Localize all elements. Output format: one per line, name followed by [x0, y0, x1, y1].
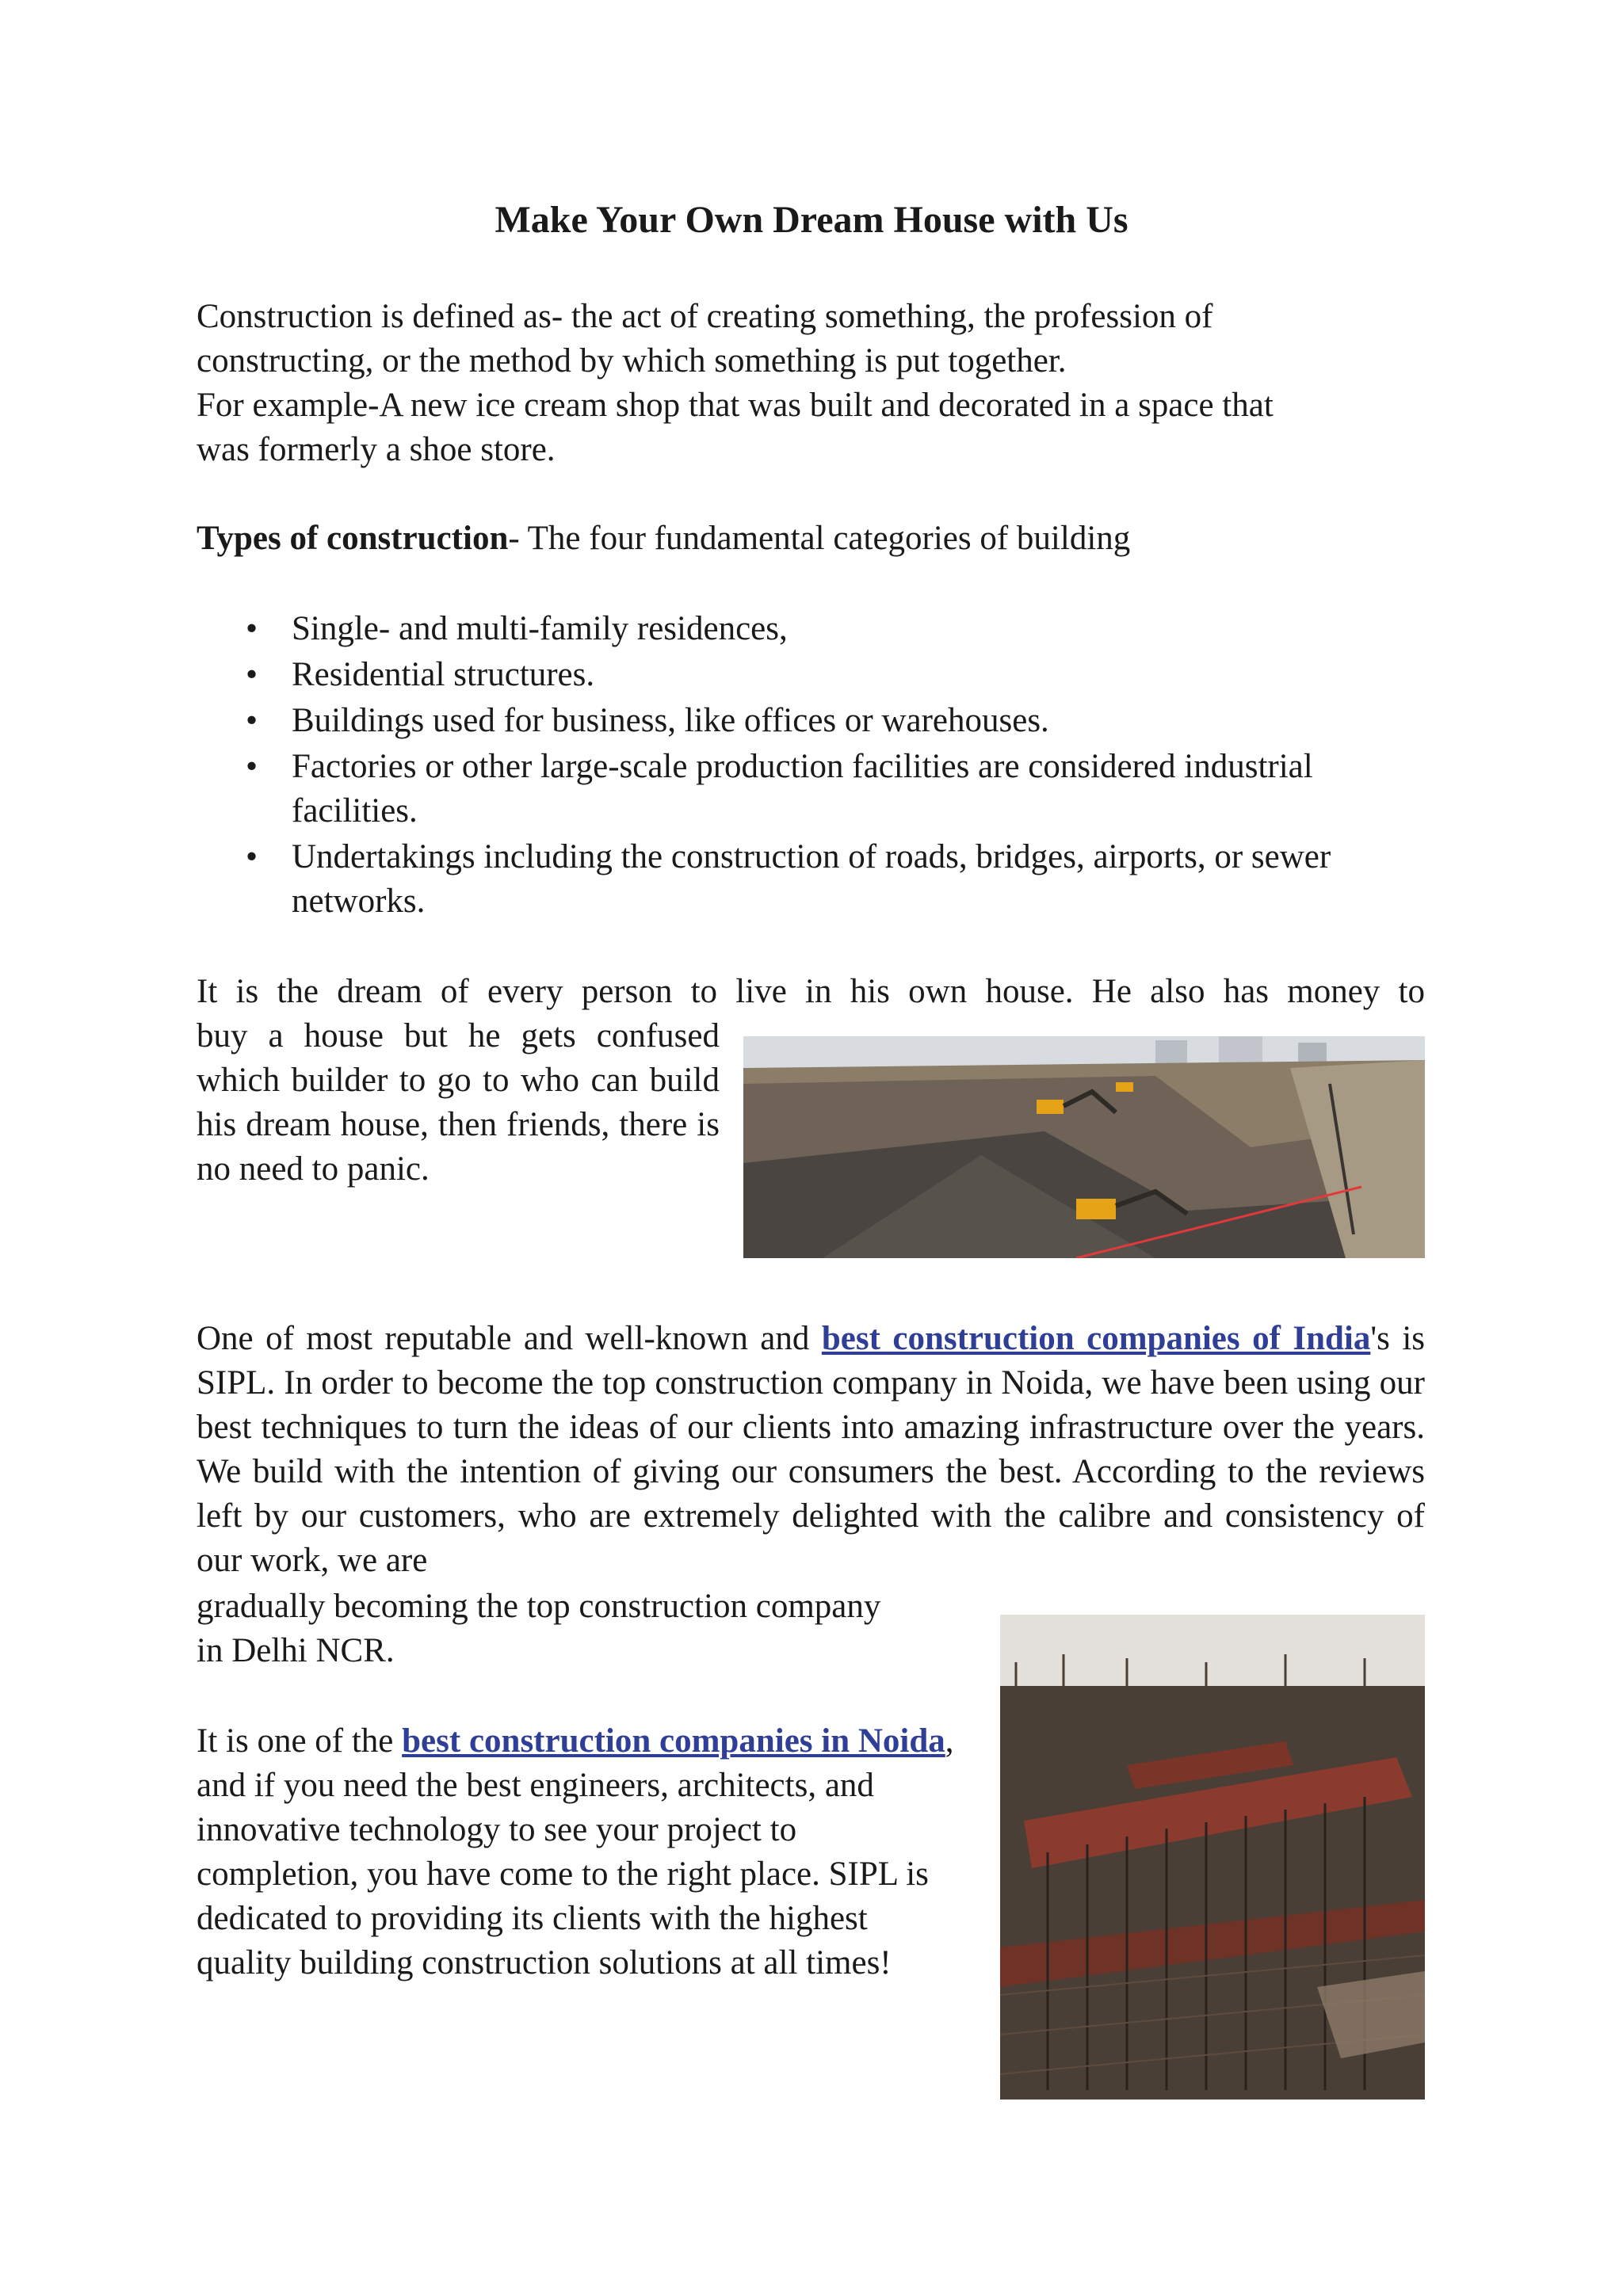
example-line: For example-A new ice cream shop that was built and decorated in a space that — [197, 387, 1274, 424]
bullet-icon: • — [246, 656, 258, 693]
page-title: Make Your Own Dream House with Us — [495, 199, 1128, 241]
best-construction-companies-noida-link[interactable]: best construction companies in Noida — [402, 1722, 945, 1760]
types-heading-bold: Types of construction — [197, 520, 509, 557]
bullet-icon: • — [246, 748, 258, 785]
list-item-text: Factories or other large-scale production facilities are considered industrial facilities. — [292, 748, 1313, 830]
rebar-illustration — [1000, 1615, 1425, 2100]
list-item — [197, 835, 1346, 924]
intro-line: constructing, or the method by which something is put together. — [197, 342, 1067, 379]
example-line: was formerly a shoe store. — [197, 431, 556, 468]
noida-text-before: It is one of the — [197, 1722, 403, 1760]
types-heading-rest: - The four fundamental categories of building — [508, 520, 1131, 557]
bullet-icon: • — [246, 702, 258, 739]
list-item — [197, 607, 1425, 651]
bullet-icon: • — [246, 838, 258, 875]
list-item-text: Buildings used for business, like offices or warehouses. — [292, 702, 1049, 739]
sipl-paragraph-tail — [197, 1585, 989, 1673]
noida-text-after: , and if you need the best engineers, architects, and innovative technology to see your project to completion, you have come to the right place. SIPL is dedicated to providing its clients with the highest quality building construction solutions at all times! — [197, 1722, 954, 1981]
intro-line: Construction is defined as- the act of creating something, the profession of — [197, 298, 1213, 335]
excavation-site-photo — [743, 1036, 1425, 1258]
construction-types-list — [197, 607, 1425, 925]
bullet-icon: • — [246, 610, 258, 647]
list-item — [197, 653, 1425, 697]
rebar-foundation-photo — [1000, 1615, 1425, 2100]
sipl-text-after: 's is SIPL. In order to become the top construction company in Noida, we have been using our best techniques to turn the ideas of our clients into amazing infrastructure over the years. We build with the intention of giving our consumers the best. According to the reviews left by our customers, who are extremely delighted with the calibre and consistency of our work, we are — [197, 1320, 1425, 1579]
sipl-paragraph — [197, 1317, 1425, 1583]
intro-paragraph — [197, 295, 1425, 383]
dream-paragraph-rest: buy a house but he gets confused which builder to go to who can build his dream house, then friends, there is no need to panic. — [197, 1017, 720, 1188]
sipl-tail-line: in Delhi NCR. — [197, 1632, 395, 1669]
noida-paragraph — [197, 1719, 957, 1985]
sipl-text-before: One of most reputable and well-known and — [197, 1320, 822, 1357]
dream-paragraph-first-line: It is the dream of every person to live in his own house. He also has money to — [197, 973, 1425, 1010]
list-item — [197, 745, 1346, 833]
excavation-illustration — [743, 1036, 1425, 1258]
types-heading — [197, 517, 1425, 561]
list-item-text: Single- and multi-family residences, — [292, 610, 788, 647]
list-item-text: Residential structures. — [292, 656, 595, 693]
best-construction-companies-india-link[interactable]: best construction companies of India — [821, 1320, 1371, 1357]
sipl-tail-line: gradually becoming the top construction company — [197, 1588, 881, 1625]
list-item-text: Undertakings including the construction of roads, bridges, airports, or sewer networks. — [292, 838, 1331, 920]
list-item — [197, 699, 1425, 743]
example-paragraph — [197, 383, 1425, 472]
